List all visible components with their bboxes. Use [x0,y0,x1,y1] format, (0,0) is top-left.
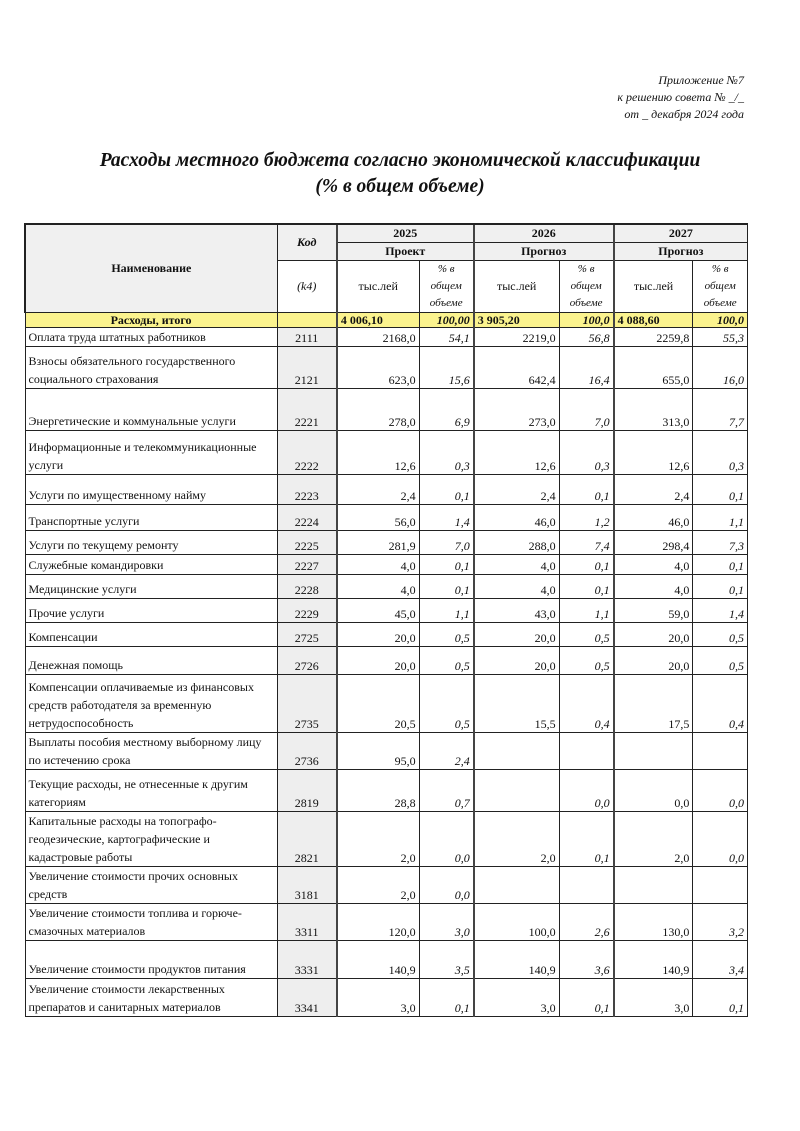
row-code: 3311 [277,903,337,940]
row-2026-pct: 0,3 [559,430,614,474]
row-2026-value: 273,0 [474,388,559,430]
row-2026-value: 43,0 [474,598,559,622]
row-2025-value: 2168,0 [337,327,419,346]
row-2025-value: 2,0 [337,811,419,866]
total-code [277,312,337,327]
table-row [25,732,748,769]
header-year-2026: 2026 [474,224,614,242]
row-2027-pct: 0,3 [693,430,748,474]
row-2025-pct: 0,5 [419,674,474,732]
row-code: 2225 [277,530,337,554]
row-2027-pct: 7,3 [693,530,748,554]
row-2027-pct: 0,1 [693,474,748,504]
row-2026-pct: 0,1 [559,574,614,598]
table-row [25,554,748,574]
row-name: Компенсации [25,622,277,646]
row-2026-value [474,769,559,811]
row-name: Медицинские услуги [25,574,277,598]
row-2027-pct: 3,4 [693,940,748,978]
row-2027-pct: 7,7 [693,388,748,430]
row-2027-pct: 0,5 [693,622,748,646]
row-2025-value: 28,8 [337,769,419,811]
header-pct-2026: % в общем объеме [559,260,614,312]
row-2025-pct: 1,4 [419,504,474,530]
row-2027-value: 2259,8 [614,327,693,346]
table-row [25,430,748,474]
total-2027-value: 4 088,60 [614,312,693,327]
row-2027-pct: 16,0 [693,346,748,388]
row-2026-pct: 0,1 [559,554,614,574]
header-status-2025: Проект [337,242,474,260]
row-2025-pct: 0,7 [419,769,474,811]
row-2026-pct: 0,1 [559,811,614,866]
total-2026-value: 3 905,20 [474,312,559,327]
row-2026-pct: 56,8 [559,327,614,346]
row-2025-pct: 1,1 [419,598,474,622]
row-2027-pct: 1,4 [693,598,748,622]
page-title [0,148,800,200]
row-code: 2821 [277,811,337,866]
table-row [25,622,748,646]
row-2026-pct: 0,1 [559,474,614,504]
row-2027-value [614,732,693,769]
row-code: 2222 [277,430,337,474]
row-2025-value: 45,0 [337,598,419,622]
row-2027-pct: 3,2 [693,903,748,940]
row-2027-value: 20,0 [614,646,693,674]
row-2027-value: 0,0 [614,769,693,811]
table-row [25,978,748,1016]
row-name: Услуги по текущему ремонту [25,530,277,554]
row-2026-pct: 0,4 [559,674,614,732]
row-2026-pct [559,732,614,769]
row-2026-value: 4,0 [474,574,559,598]
row-2025-pct: 7,0 [419,530,474,554]
row-2025-value: 120,0 [337,903,419,940]
row-2025-pct: 0,1 [419,574,474,598]
row-2025-value: 56,0 [337,504,419,530]
header-year-2027: 2027 [614,224,748,242]
row-code: 2725 [277,622,337,646]
row-2027-pct: 0,0 [693,769,748,811]
row-2026-value: 140,9 [474,940,559,978]
row-name: Транспортные услуги [25,504,277,530]
total-row [25,312,748,327]
row-2026-pct: 1,2 [559,504,614,530]
row-code: 2735 [277,674,337,732]
table-row [25,598,748,622]
row-2027-pct: 0,4 [693,674,748,732]
row-2025-value: 20,0 [337,622,419,646]
row-2025-pct: 3,5 [419,940,474,978]
row-2027-value: 12,6 [614,430,693,474]
row-2025-value: 20,5 [337,674,419,732]
row-2027-pct: 0,1 [693,554,748,574]
row-2025-pct: 15,6 [419,346,474,388]
header-pct-2025: % в общем объеме [419,260,474,312]
row-2027-value: 2,4 [614,474,693,504]
row-code: 2227 [277,554,337,574]
row-name: Служебные командировки [25,554,277,574]
row-2027-pct: 0,0 [693,811,748,866]
table-row [25,940,748,978]
row-code: 2111 [277,327,337,346]
row-name: Увеличение стоимости прочих основных средств [25,866,277,903]
row-2025-value: 3,0 [337,978,419,1016]
row-2025-pct: 2,4 [419,732,474,769]
row-2026-pct: 2,6 [559,903,614,940]
row-2027-pct [693,866,748,903]
row-name: Услуги по имущественному найму [25,474,277,504]
row-2026-value: 4,0 [474,554,559,574]
row-2027-value: 59,0 [614,598,693,622]
row-2027-value: 4,0 [614,574,693,598]
annex-number: Приложение №7 [658,73,744,87]
expenses-table [24,223,748,1017]
row-2027-value: 4,0 [614,554,693,574]
row-name: Денежная помощь [25,646,277,674]
row-code: 2229 [277,598,337,622]
row-2026-pct [559,866,614,903]
header-name: Наименование [25,224,277,312]
table-row [25,504,748,530]
row-code: 2224 [277,504,337,530]
row-2027-value: 130,0 [614,903,693,940]
row-2026-value: 2,0 [474,811,559,866]
annex-reference [617,72,744,123]
row-2025-value: 95,0 [337,732,419,769]
row-code: 2819 [277,769,337,811]
header-year-2025: 2025 [337,224,474,242]
row-2025-pct: 54,1 [419,327,474,346]
total-2026-pct: 100,0 [559,312,614,327]
row-2025-pct: 0,1 [419,474,474,504]
title-main: Расходы местного бюджета согласно экономической классификации [99,150,701,171]
row-2026-value: 15,5 [474,674,559,732]
row-2026-pct: 0,5 [559,622,614,646]
row-name: Информационные и телекоммуникационные услуги [25,430,277,474]
row-code: 3331 [277,940,337,978]
row-name: Прочие услуги [25,598,277,622]
row-2027-value: 313,0 [614,388,693,430]
row-2027-value: 3,0 [614,978,693,1016]
row-2027-pct: 0,1 [693,574,748,598]
row-2025-value: 4,0 [337,554,419,574]
row-name: Капитальные расходы на топографо-геодезические, картографические и кадастровые работы [25,811,277,866]
row-2025-value: 20,0 [337,646,419,674]
row-2026-pct: 0,1 [559,978,614,1016]
row-code: 2726 [277,646,337,674]
header-unit-2027: тыс.лей [614,260,693,312]
row-2027-pct: 0,5 [693,646,748,674]
row-2026-pct: 0,0 [559,769,614,811]
row-2025-pct: 0,0 [419,866,474,903]
row-2025-pct: 0,1 [419,554,474,574]
row-2027-value: 17,5 [614,674,693,732]
row-name: Энергетические и коммунальные услуги [25,388,277,430]
row-code: 3181 [277,866,337,903]
row-2026-value: 642,4 [474,346,559,388]
header-code-k4: (k4) [277,260,337,312]
row-2026-pct: 7,0 [559,388,614,430]
row-2025-value: 2,0 [337,866,419,903]
header-code: Код [277,224,337,260]
row-name: Текущие расходы, не отнесенные к другим категориям [25,769,277,811]
header-status-2026: Прогноз [474,242,614,260]
row-2026-value: 20,0 [474,646,559,674]
row-2025-value: 623,0 [337,346,419,388]
row-2025-value: 4,0 [337,574,419,598]
row-2027-value [614,866,693,903]
annex-date: от _ декабря 2024 года [624,107,744,121]
header-status-2027: Прогноз [614,242,748,260]
row-2026-value [474,732,559,769]
row-code: 2121 [277,346,337,388]
row-2026-pct: 0,5 [559,646,614,674]
table-row [25,530,748,554]
row-code: 2736 [277,732,337,769]
row-code: 2221 [277,388,337,430]
row-2027-value: 20,0 [614,622,693,646]
row-2027-pct [693,732,748,769]
row-2025-value: 2,4 [337,474,419,504]
row-2026-pct: 7,4 [559,530,614,554]
header-pct-2027: % в общем объеме [693,260,748,312]
row-2025-pct: 0,1 [419,978,474,1016]
row-2025-pct: 0,3 [419,430,474,474]
row-code: 3341 [277,978,337,1016]
table-row [25,388,748,430]
row-2026-value: 12,6 [474,430,559,474]
row-2027-value: 298,4 [614,530,693,554]
row-2025-pct: 6,9 [419,388,474,430]
table-row [25,866,748,903]
row-2027-value: 2,0 [614,811,693,866]
row-2026-value [474,866,559,903]
row-name: Увеличение стоимости топлива и горюче-смазочных материалов [25,903,277,940]
table-row [25,346,748,388]
row-code: 2223 [277,474,337,504]
row-2025-value: 281,9 [337,530,419,554]
row-2027-pct: 0,1 [693,978,748,1016]
row-2026-value: 2,4 [474,474,559,504]
row-2025-value: 140,9 [337,940,419,978]
row-2026-value: 100,0 [474,903,559,940]
header-unit-2025: тыс.лей [337,260,419,312]
row-name: Увеличение стоимости продуктов питания [25,940,277,978]
row-2026-pct: 16,4 [559,346,614,388]
table-row [25,474,748,504]
row-2026-value: 20,0 [474,622,559,646]
row-2027-pct: 1,1 [693,504,748,530]
row-name: Взносы обязательного государственного социального страхования [25,346,277,388]
annex-decision: к решению совета № _/_ [617,90,744,104]
row-code: 2228 [277,574,337,598]
row-2026-value: 46,0 [474,504,559,530]
header-unit-2026: тыс.лей [474,260,559,312]
row-2025-pct: 3,0 [419,903,474,940]
table-row [25,646,748,674]
row-name: Выплаты пособия местному выборному лицу по истечению срока [25,732,277,769]
table-row [25,903,748,940]
row-2025-pct: 0,5 [419,622,474,646]
row-2026-pct: 1,1 [559,598,614,622]
title-sub: (% в общем объеме) [315,176,485,197]
row-2026-pct: 3,6 [559,940,614,978]
total-2027-pct: 100,0 [693,312,748,327]
row-2025-pct: 0,5 [419,646,474,674]
row-name: Компенсации оплачиваемые из финансовых средств работодателя за временную нетрудоспособность [25,674,277,732]
table-row [25,574,748,598]
row-2027-value: 46,0 [614,504,693,530]
row-2027-value: 655,0 [614,346,693,388]
total-label: Расходы, итого [25,312,277,327]
row-name: Увеличение стоимости лекарственных препаратов и санитарных материалов [25,978,277,1016]
row-name: Оплата труда штатных работников [25,327,277,346]
row-2025-value: 278,0 [337,388,419,430]
row-2025-pct: 0,0 [419,811,474,866]
row-2027-pct: 55,3 [693,327,748,346]
table-row [25,811,748,866]
table-row [25,327,748,346]
row-2026-value: 288,0 [474,530,559,554]
table-row [25,769,748,811]
row-2026-value: 2219,0 [474,327,559,346]
total-2025-value: 4 006,10 [337,312,419,327]
row-2026-value: 3,0 [474,978,559,1016]
row-2025-value: 12,6 [337,430,419,474]
total-2025-pct: 100,00 [419,312,474,327]
row-2027-value: 140,9 [614,940,693,978]
table-row [25,674,748,732]
